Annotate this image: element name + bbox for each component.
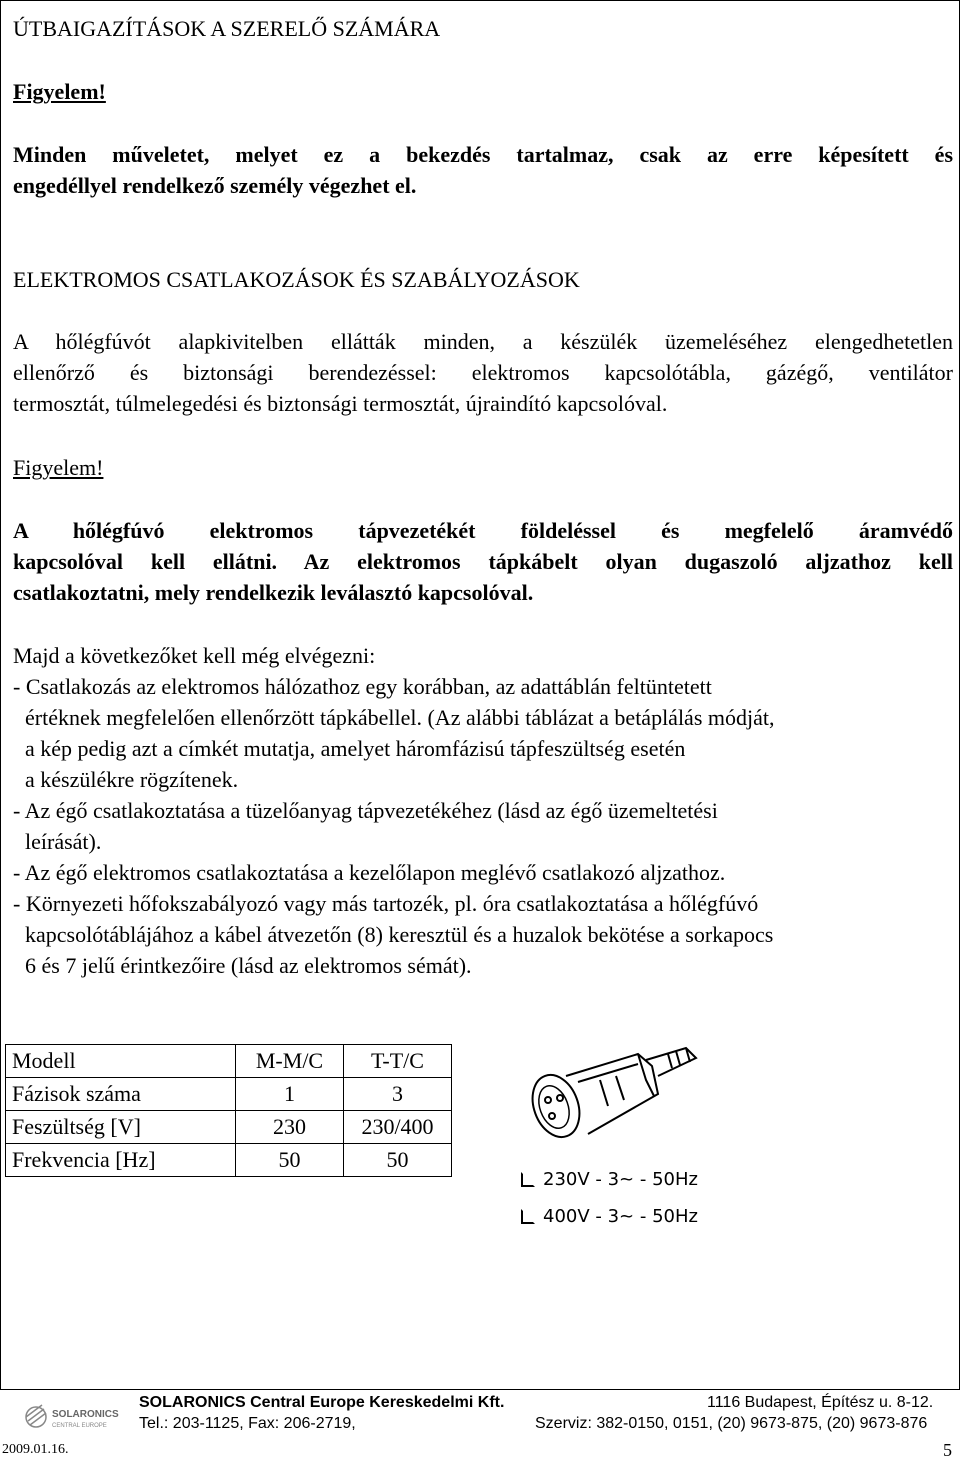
warning-line: csatlakoztatni, mely rendelkezik leválasztó kapcsolóval. (13, 580, 534, 605)
warning-line: kapcsolóval kell ellátni. Az elektromos tápkábelt olyan dugaszoló aljzathoz kell (13, 549, 953, 574)
footer-phone: Tel.: 203-1125, Fax: 206-2719, (139, 1415, 356, 1432)
footer-date: 2009.01.16. (2, 1442, 69, 1457)
intro-line: Minden műveletet, melyet ez a bekezdés tartalmaz, csak az erre képesített és (13, 142, 953, 167)
table-cell: Fázisok száma (6, 1078, 236, 1111)
warning-heading-2: Figyelem! (13, 455, 104, 480)
step-line: leírását). (25, 829, 102, 854)
heading-installer: ÚTBAIGAZÍTÁSOK A SZERELŐ SZÁMÁRA (13, 16, 441, 41)
voltage-label: 400V - 3~ - 50Hz (543, 1206, 698, 1227)
warning-line: A hőlégfúvó elektromos tápvezetékét földeléssel és megfelelő áramvédő (13, 518, 953, 543)
warning-heading-1: Figyelem! (13, 79, 106, 104)
table-row (6, 1111, 452, 1144)
voltage-option-400 (521, 1206, 698, 1227)
paragraph-line: A hőlégfúvót alapkivitelben ellátták minden, a készülék üzemeléséhez elengedhetetlen (13, 329, 953, 354)
table-row (6, 1144, 452, 1177)
table-cell: 50 (344, 1144, 452, 1177)
paragraph-line: termosztát, túlmelegedési és biztonsági termosztát, újraindító kapcsolóval. (13, 391, 668, 416)
step-line: a kép pedig azt a címkét mutatja, amelyet háromfázisú tápfeszültség esetén (25, 736, 686, 761)
table-cell: M-M/C (236, 1045, 344, 1078)
section-title: ELEKTROMOS CSATLAKOZÁSOK ÉS SZABÁLYOZÁSOK (13, 267, 580, 292)
table-cell: 1 (236, 1078, 344, 1111)
specs-table (5, 1044, 452, 1177)
table-cell: Modell (6, 1045, 236, 1078)
step-line: értéknek megfelelően ellenőrzött tápkábellel. (Az alábbi táblázat a betáplálás módját, (25, 705, 775, 730)
intro-line: engedéllyel rendelkező személy végezhet el. (13, 173, 417, 198)
step-line: kapcsolótáblájához a kábel átvezetőn (8) keresztül és a huzalok bekötése a sorkapocs (25, 922, 774, 947)
step-line: a készülékre rögzítenek. (25, 767, 239, 792)
steps-intro: Majd a következőket kell még elvégezni: (13, 643, 376, 668)
step-line: 6 és 7 jelű érintkezőire (lásd az elektromos sémát). (25, 953, 472, 978)
table-cell: Feszültség [V] (6, 1111, 236, 1144)
table-cell: 230/400 (344, 1111, 452, 1144)
footer-address: 1116 Budapest, Építész u. 8-12. (707, 1394, 934, 1411)
table-cell: T-T/C (344, 1045, 452, 1078)
table-cell: Frekvencia [Hz] (6, 1144, 236, 1177)
steps-list (13, 671, 953, 981)
footer-service: Szerviz: 382-0150, 0151, (20) 9673-875, (20) 9673-876 (535, 1415, 928, 1432)
paragraph-line: ellenőrző és biztonsági berendezéssel: elektromos kapcsolótábla, gázégő, ventilátor (13, 360, 953, 385)
logo-text: SOLARONICS (52, 1409, 119, 1420)
checkbox-icon (521, 1209, 535, 1224)
footer-company: SOLARONICS Central Europe Kereskedelmi Kft. (139, 1394, 505, 1411)
step-line: - Az égő csatlakoztatása a tüzelőanyag tápvezetékéhez (lásd az égő üzemeltetési (13, 798, 718, 823)
voltage-option-230 (521, 1169, 698, 1190)
step-line: - Környezeti hőfokszabályozó vagy más tartozék, pl. óra csatlakoztatása a hőlégfúvó (13, 891, 759, 916)
step-line: - Az égő elektromos csatlakoztatása a kezelőlapon meglévő csatlakozó aljzathoz. (13, 860, 726, 885)
paragraph-equipment (13, 326, 953, 419)
intro-paragraph (13, 139, 953, 201)
plug-illustration (518, 1036, 708, 1156)
logo-subtext: CENTRAL EUROPE (52, 1423, 107, 1429)
page-number: 5 (943, 1440, 952, 1460)
table-header-row (6, 1045, 452, 1078)
table-cell: 230 (236, 1111, 344, 1144)
warning-paragraph (13, 515, 953, 608)
table-cell: 3 (344, 1078, 452, 1111)
table-cell: 50 (236, 1144, 344, 1177)
footer-rule (135, 1389, 957, 1390)
table-row (6, 1078, 452, 1111)
voltage-label: 230V - 3~ - 50Hz (543, 1169, 698, 1190)
solaronics-logo (22, 1397, 132, 1437)
checkbox-icon (521, 1172, 535, 1187)
step-line: - Csatlakozás az elektromos hálózathoz egy korábban, az adattáblán feltüntetett (13, 674, 712, 699)
